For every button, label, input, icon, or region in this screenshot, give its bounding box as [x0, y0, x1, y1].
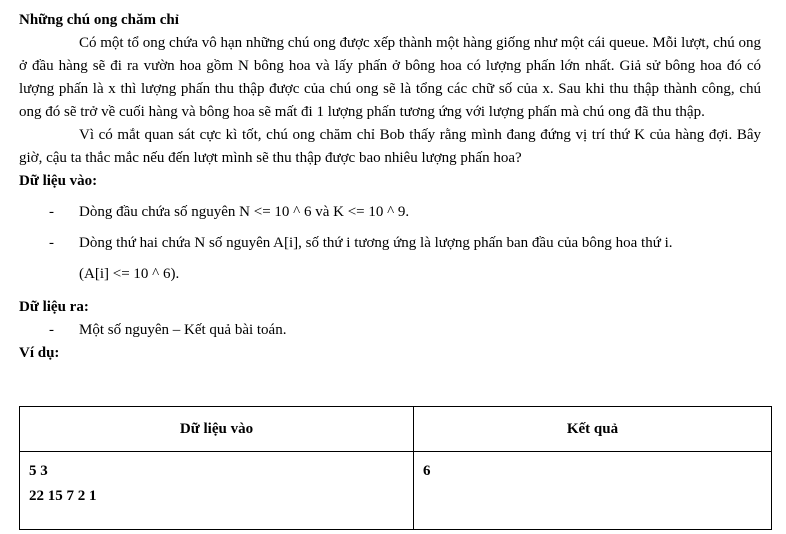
problem-statement	[19, 9, 774, 365]
input-item-2-text: Dòng thứ hai chứa N số nguyên A[i], số thứ i tương ứng là lượng phấn ban đầu của bông hoa thứ i.	[79, 235, 673, 251]
sample-header-output: Kết quả	[414, 407, 772, 452]
output-item-1	[19, 319, 774, 342]
output-item-1-text: Một số nguyên – Kết quả bài toán.	[79, 322, 287, 338]
input-item-1-text: Dòng đầu chứa số nguyên N <= 10 ^ 6 và K <= 10 ^ 9.	[79, 204, 410, 220]
input-item-1	[19, 201, 774, 224]
bullet-dash: -	[49, 322, 54, 338]
story-paragraph-2: Vì có mắt quan sát cực kì tốt, chú ong chăm chỉ Bob thấy rằng mình đang đứng vị trí thứ K của hàng đợi. Bây giờ, cậu ta thắc mắc nếu đến lượt mình sẽ thu thập được bao nhiêu lượng phấn hoa?	[19, 127, 761, 166]
problem-title: Những chú ong chăm chỉ	[19, 12, 179, 28]
sample-input-line-2: 22 15 7 2 1	[29, 488, 97, 504]
sample-table-header-row	[20, 407, 772, 452]
bullet-dash: -	[49, 235, 54, 251]
bullet-dash: -	[49, 204, 54, 220]
sample-output-line-1: 6	[423, 463, 431, 479]
story-paragraph-1: Có một tổ ong chứa vô hạn những chú ong được xếp thành một hàng giống như một cái queue. Mỗi lượt, chú ong ở đầu hàng sẽ đi ra vườn hoa gồm N bông hoa và lấy phấn ở bông hoa có lượng phấn lớn nhất. Giả sử bông hoa đó có lượng phấn là x thì lượng phấn thu thập được của chú ong sẽ là tổng các chữ số của x. Sau khi thu thập thành công, chú ong đó sẽ trở về cuối hàng và bông hoa sẽ mất đi 1 lượng phấn tương ứng với lượng phấn mà chú ong đã thu thập.	[19, 35, 761, 120]
sample-input-line-1: 5 3	[29, 463, 48, 479]
input-heading: Dữ liệu vào:	[19, 173, 98, 189]
sample-table	[19, 406, 772, 530]
sample-input-cell	[20, 452, 414, 530]
output-heading: Dữ liệu ra:	[19, 299, 89, 315]
sample-table-row	[20, 452, 772, 530]
sample-output-cell	[414, 452, 772, 530]
example-heading: Ví dụ:	[19, 345, 60, 361]
input-constraint-text: (A[i] <= 10 ^ 6).	[79, 266, 180, 282]
input-item-2-continuation	[19, 263, 774, 286]
sample-header-input: Dữ liệu vào	[20, 407, 414, 452]
input-item-2	[19, 232, 774, 255]
